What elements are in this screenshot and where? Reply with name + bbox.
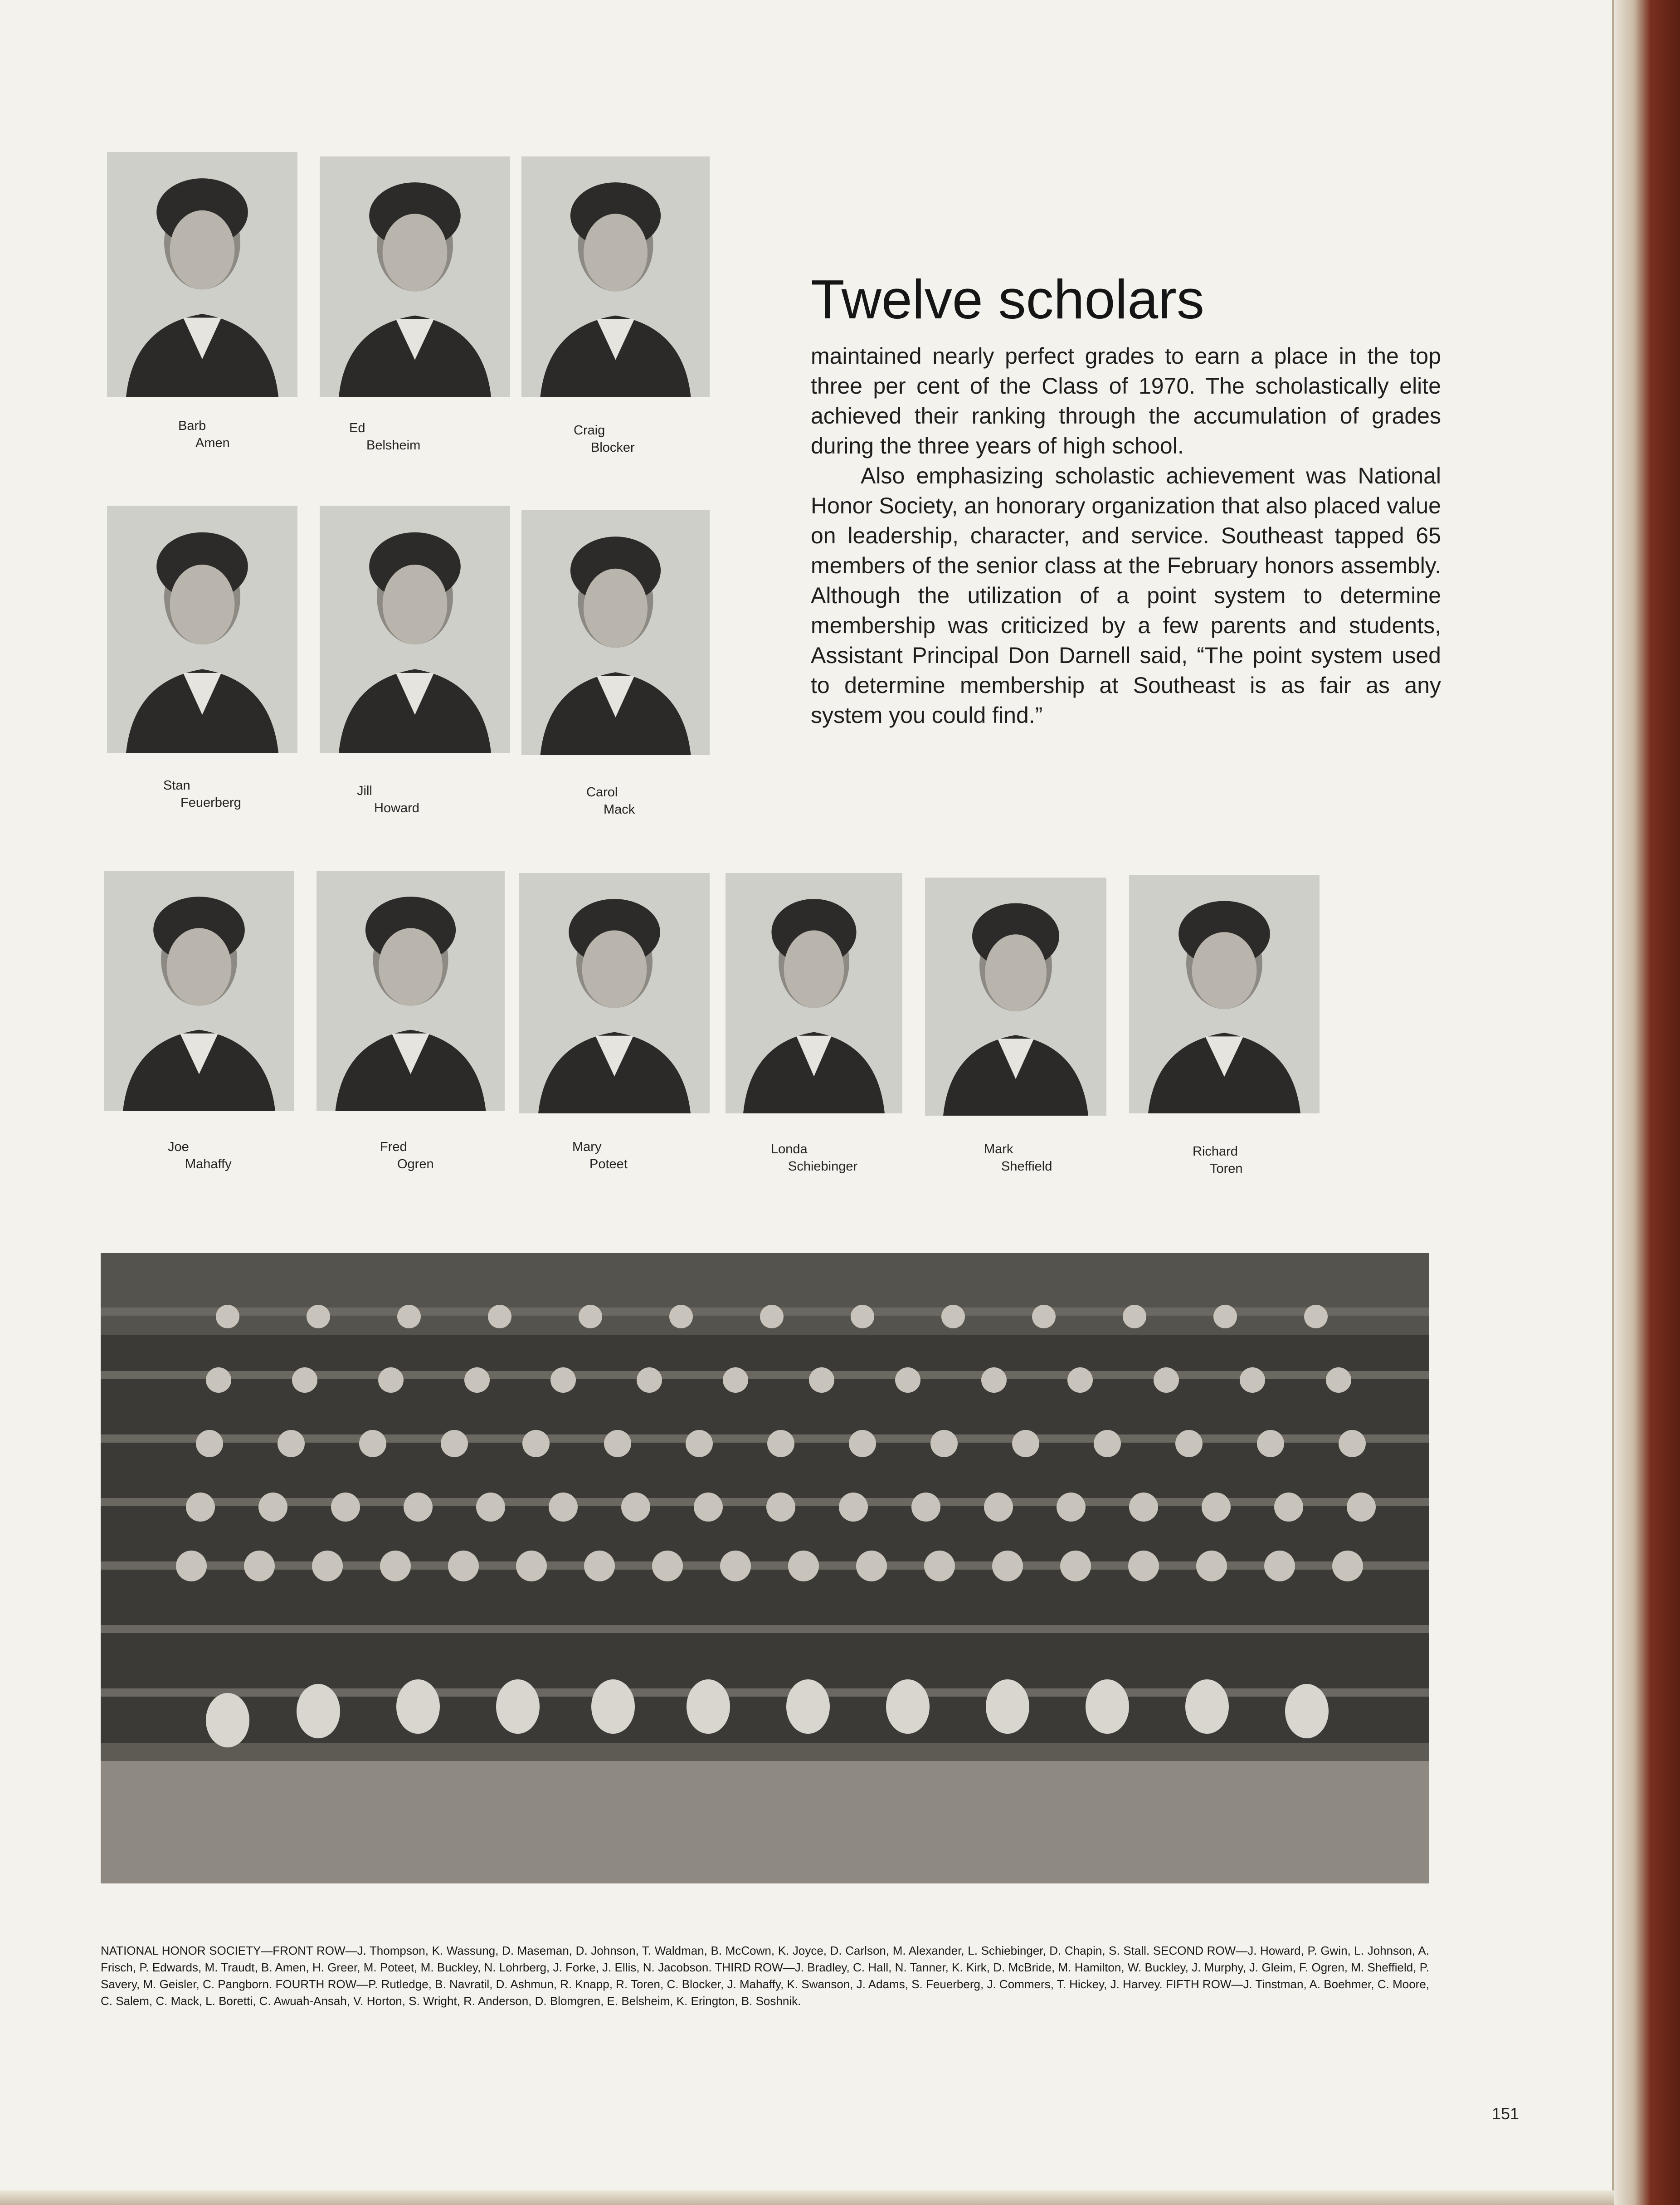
scholar-last-name: Howard (374, 801, 419, 815)
scholar-caption (984, 1141, 1052, 1175)
scholar-caption (572, 1138, 628, 1173)
article-body (811, 341, 1441, 730)
scholar-last-name: Schiebinger (788, 1159, 858, 1174)
scholar-first-name: Jill (357, 784, 372, 798)
scholar-caption (586, 784, 635, 818)
portrait-mary-poteet (519, 873, 710, 1113)
scholar-first-name: Barb (178, 419, 206, 433)
scholar-first-name: Ed (349, 421, 365, 435)
scholar-caption (163, 777, 241, 811)
scholar-last-name: Belsheim (366, 438, 421, 453)
body-paragraph: Also emphasizing scholastic achievement was National Honor Society, an honorary organization that also placed value on leadership, character, and service. Southeast tapped 65 members of the senior class at the February honors assembly. Although the utilization of a point system to determine membership was criticized by a few parents and students, Assistant Principal Don Darnell said, “The point system used to determine membership at Southeast is as fair as any system you could find.” (811, 463, 1441, 728)
scholar-last-name: Ogren (397, 1157, 434, 1171)
scholar-caption (178, 417, 230, 452)
scholar-last-name: Toren (1210, 1161, 1243, 1176)
scholar-first-name: Fred (380, 1140, 407, 1154)
scholar-last-name: Sheffield (1001, 1159, 1052, 1174)
portrait-fred-ogren (317, 871, 505, 1111)
scholar-caption (771, 1141, 857, 1175)
portrait-joe-mahaffy (104, 871, 294, 1111)
scholar-first-name: Mark (984, 1142, 1013, 1156)
page-headline: Twelve scholars (811, 268, 1204, 330)
portrait-ed-belsheim (320, 156, 510, 397)
portrait-barb-amen (107, 152, 297, 397)
scholar-first-name: Mary (572, 1140, 602, 1154)
portrait-mark-sheffield (925, 878, 1106, 1116)
scholar-caption (168, 1138, 232, 1173)
scholar-first-name: Carol (586, 785, 618, 800)
portrait-carol-mack (521, 510, 710, 755)
scholar-first-name: Stan (163, 778, 190, 793)
scholar-first-name: Joe (168, 1140, 189, 1154)
scholar-last-name: Mack (604, 802, 635, 817)
portrait-craig-blocker (521, 156, 710, 397)
portrait-stan-feuerberg (107, 506, 297, 753)
scholar-last-name: Poteet (589, 1157, 628, 1171)
scholar-caption (380, 1138, 434, 1173)
scholar-first-name: Richard (1193, 1144, 1238, 1159)
scholar-last-name: Mahaffy (185, 1157, 232, 1171)
portrait-jill-howard (320, 506, 510, 753)
honor-society-group-photo (101, 1253, 1429, 1883)
scholar-caption (357, 782, 419, 817)
scholar-caption (1193, 1143, 1243, 1177)
book-spine (1614, 0, 1680, 2205)
scholar-first-name: Craig (574, 423, 605, 438)
scholar-caption (349, 420, 420, 454)
portrait-richard-toren (1129, 875, 1320, 1113)
scholar-last-name: Feuerberg (180, 795, 241, 810)
scholar-last-name: Blocker (591, 440, 635, 455)
page-bottom-edge (0, 2190, 1614, 2205)
page-number: 151 (1492, 2104, 1519, 2123)
portrait-londa-schiebinger (726, 873, 902, 1113)
group-photo-caption: NATIONAL HONOR SOCIETY—FRONT ROW—J. Thompson, K. Wassung, D. Maseman, D. Johnson, T. Waldman, B. McCown, K. Joyce, D. Carlson, M. Alexander, L. Schiebinger, D. Chapin, S. Stall. SECOND ROW—J. Howard, P. Gwin, L. Johnson, A. Frisch, P. Edwards, M. Traudt, B. Amen, H. Greer, M. Poteet, M. Buckley, N. Lohrberg, J. Forke, J. Ellis, N. Jacobson. THIRD ROW—J. Bradley, C. Hall, N. Tanner, K. Kirk, D. McBride, M. Hamilton, W. Buckley, J. Murphy, J. Gleim, F. Ogren, M. Sheffield, P. Savery, M. Geisler, C. Pangborn. FOURTH ROW—P. Rutledge, B. Navratil, D. Ashmun, R. Knapp, R. Toren, C. Blocker, J. Mahaffy, K. Swanson, J. Adams, S. Feuerberg, J. Commers, T. Hickey, J. Harvey. FIFTH ROW—J. Tinstman, A. Boehmer, C. Moore, C. Salem, C. Mack, L. Boretti, C. Awuah-Ansah, V. Horton, S. Wright, R. Anderson, D. Blomgren, E. Belsheim, K. Erington, B. Soshnik. (101, 1944, 1429, 2008)
body-paragraph: maintained nearly perfect grades to earn a place in the top three per cent of the Class of 1970. The scholastically elite achieved their ranking through the accumulation of grades during the three years of high school. (811, 343, 1441, 459)
scholar-caption (574, 422, 635, 456)
scholar-first-name: Londa (771, 1142, 808, 1156)
scholar-last-name: Amen (195, 436, 230, 450)
